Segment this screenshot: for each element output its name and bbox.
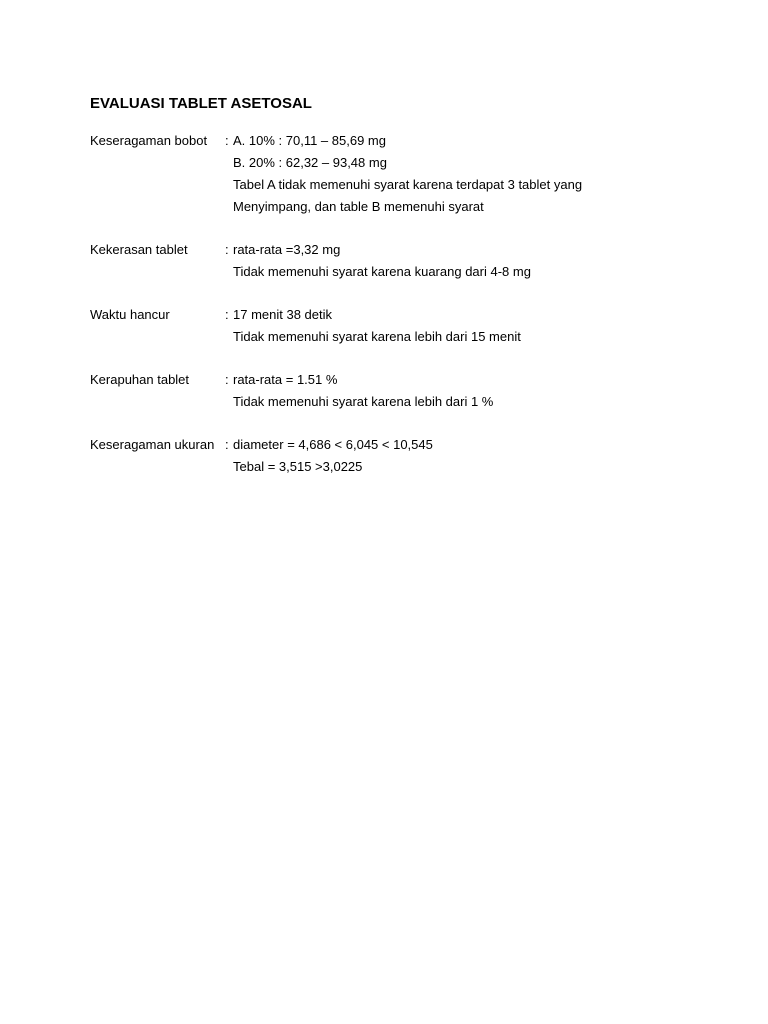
section-value-line: A. 10% : 70,11 – 85,69 mg <box>233 133 386 148</box>
separator-colon: : <box>225 437 229 452</box>
section-label-kerapuhan-tablet: Kerapuhan tablet <box>90 372 190 387</box>
section-label-kekerasan-tablet: Kekerasan tablet <box>90 242 188 257</box>
separator-colon: : <box>225 307 229 322</box>
section-value-line: Tabel A tidak memenuhi syarat karena terdapat 3 tablet yang <box>233 177 583 192</box>
document-title: EVALUASI TABLET ASETOSAL <box>90 95 312 112</box>
section-value-line: diameter = 4,686 < 6,045 < 10,545 <box>233 437 433 452</box>
separator-colon: : <box>225 133 229 148</box>
section-value-line: rata-rata =3,32 mg <box>233 242 341 257</box>
section-value-line: Tidak memenuhi syarat karena lebih dari 15 menit <box>233 329 521 344</box>
section-value-line: Tidak memenuhi syarat karena kuarang dari 4-8 mg <box>233 264 531 279</box>
section-value-line: Tidak memenuhi syarat karena lebih dari 1 % <box>233 394 494 409</box>
section-value-line: Menyimpang, dan table B memenuhi syarat <box>233 199 484 214</box>
section-label-waktu-hancur: Waktu hancur <box>90 307 170 322</box>
section-value-line: B. 20% : 62,32 – 93,48 mg <box>233 155 387 170</box>
section-value-line: rata-rata = 1.51 % <box>233 372 338 387</box>
section-label-keseragaman-ukuran: Keseragaman ukuran <box>90 437 215 452</box>
section-value-line: Tebal = 3,515 >3,0225 <box>233 459 363 474</box>
separator-colon: : <box>225 242 229 257</box>
separator-colon: : <box>225 372 229 387</box>
section-label-keseragaman-bobot: Keseragaman bobot <box>90 133 208 148</box>
section-value-line: 17 menit 38 detik <box>233 307 333 322</box>
